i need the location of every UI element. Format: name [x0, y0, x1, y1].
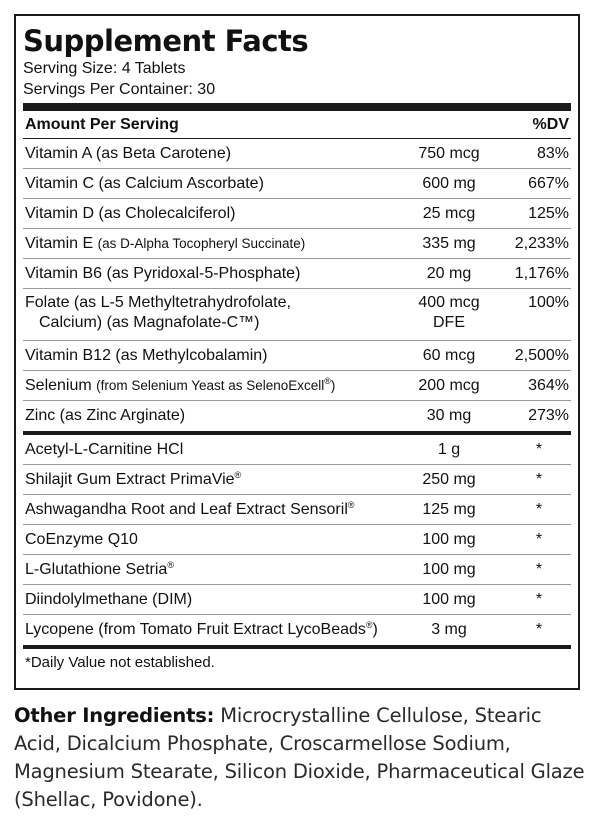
- nutrient-row-vitamin-a: [23, 139, 571, 169]
- ingredient-name-text: L-Glutathione Setria: [25, 560, 168, 578]
- ingredient-amount: 100 mg: [422, 530, 476, 548]
- nutrient-amount: 750 mcg: [418, 144, 480, 162]
- ingredient-dv: [497, 470, 571, 490]
- nutrient-name: Vitamin B6 (as Pyridoxal-5-Phosphate): [25, 264, 301, 282]
- nutrient-name: Vitamin A (as Beta Carotene): [25, 144, 232, 162]
- thick-divider: [23, 103, 571, 111]
- ingredient-row-ashwagandha: [23, 495, 571, 525]
- dv-asterisk: *: [535, 621, 543, 638]
- nutrient-amount-line2: DFE: [433, 314, 465, 331]
- ingredient-row-coenzyme-q10: [23, 525, 571, 555]
- registered-mark: ®: [347, 499, 355, 510]
- nutrient-amount: 30 mg: [426, 407, 472, 424]
- ingredient-amount: 250 mg: [422, 470, 476, 488]
- other-ingredients-label: Other Ingredients:: [14, 704, 215, 727]
- nutrient-dv: 667%: [528, 174, 569, 192]
- other-ingredients-text: Microcrystalline Cellulose, Stearic Acid, Dicalcium Phosphate, Croscarmellose Sodium, Magnesium Stearate, Silicon Dioxide, Pharmaceutical Glaze (Shellac, Povidone).: [14, 704, 585, 811]
- nutrient-name-source: [96, 375, 336, 393]
- nutrient-name: [23, 234, 401, 254]
- nutrient-row-vitamin-b12: [23, 341, 571, 371]
- nutrient-amount: 600 mg: [422, 174, 476, 192]
- dv-asterisk: *: [535, 530, 543, 548]
- dv-asterisk: *: [535, 470, 543, 488]
- ingredient-dv: [497, 440, 571, 460]
- nutrient-name: Vitamin D (as Cholecalciferol): [25, 204, 236, 222]
- nutrient-name: [23, 293, 401, 333]
- nutrient-name-line1: Folate (as L-5 Methyltetrahydrofolate,: [25, 294, 291, 311]
- ingredient-name-text: Acetyl-L-Carnitine HCl: [25, 440, 184, 458]
- nutrient-name-main: Selenium: [25, 376, 92, 394]
- ingredient-dv: [497, 590, 571, 610]
- nutrient-amount-line1: 400 mcg: [418, 294, 480, 311]
- ingredient-name-text: Shilajit Gum Extract PrimaVie: [25, 470, 235, 488]
- nutrient-amount: 335 mg: [422, 234, 476, 252]
- ingredient-row-shilajit: [23, 465, 571, 495]
- ingredient-name-text: Lycopene (from Tomato Fruit Extract LycoBeads: [25, 621, 366, 638]
- nutrient-row-selenium: [23, 371, 571, 401]
- serving-size: Serving Size: 4 Tablets: [23, 60, 186, 77]
- amount-per-serving-header: Amount Per Serving: [25, 115, 179, 133]
- nutrient-dv: 364%: [528, 376, 569, 394]
- ingredient-name: [23, 560, 401, 580]
- servings-per-container: Servings Per Container: 30: [23, 81, 216, 98]
- supplement-facts-panel: [14, 14, 580, 690]
- nutrient-name-source-text: (from Selenium Yeast as SelenoExcell: [96, 377, 325, 393]
- nutrient-name: Vitamin B12 (as Methylcobalamin): [25, 346, 268, 364]
- dv-asterisk: *: [535, 440, 543, 458]
- nutrient-dv: 125%: [528, 204, 569, 222]
- ingredient-name: [23, 470, 401, 490]
- daily-value-footnote: *Daily Value not established.: [25, 654, 215, 671]
- nutrient-row-vitamin-e: [23, 229, 571, 259]
- registered-mark: ®: [324, 375, 331, 386]
- ingredient-amount: 125 mg: [422, 500, 476, 518]
- ingredient-dv: [497, 560, 571, 580]
- nutrient-dv: 273%: [528, 407, 569, 424]
- dv-asterisk: *: [535, 590, 543, 608]
- nutrient-amount: 200 mcg: [418, 376, 480, 394]
- dv-asterisk: *: [535, 500, 543, 518]
- nutrient-amount: 60 mcg: [422, 346, 476, 364]
- ingredient-dv: [497, 530, 571, 550]
- nutrient-name: Vitamin C (as Calcium Ascorbate): [25, 174, 264, 192]
- nutrient-amount: [401, 293, 497, 333]
- ingredient-dv: [497, 620, 571, 640]
- table-header: [23, 111, 571, 139]
- nutrient-dv: 100%: [528, 294, 569, 311]
- nutrient-name-source: (as D-Alpha Tocopheryl Succinate): [97, 235, 306, 251]
- nutrient-dv: 2,500%: [514, 346, 569, 364]
- ingredient-row-glutathione: [23, 555, 571, 585]
- ingredient-name-text: Diindolylmethane (DIM): [25, 590, 193, 608]
- ingredient-amount: 100 mg: [422, 590, 476, 608]
- nutrient-amount: 20 mg: [426, 264, 472, 282]
- nutrient-row-zinc: [23, 401, 571, 431]
- nutrient-name-close: ): [330, 377, 336, 393]
- other-ingredients: [14, 702, 594, 814]
- ingredient-row-dim: [23, 585, 571, 615]
- ingredient-name-text: Ashwagandha Root and Leaf Extract Sensoril: [25, 500, 348, 518]
- ingredient-dv: [497, 500, 571, 520]
- nutrient-name: [23, 376, 401, 396]
- ingredient-name-text: CoEnzyme Q10: [25, 530, 138, 548]
- ingredient-amount: 1 g: [437, 440, 461, 458]
- nutrient-name: Zinc (as Zinc Arginate): [25, 407, 186, 424]
- nutrient-dv: 2,233%: [514, 234, 569, 252]
- nutrient-dv: 83%: [536, 144, 569, 162]
- dv-header: %DV: [532, 115, 569, 133]
- nutrient-row-folate: [23, 289, 571, 341]
- nutrient-row-vitamin-c: [23, 169, 571, 199]
- ingredient-name: [23, 530, 401, 550]
- ingredient-row-lycopene: [23, 615, 571, 645]
- ingredient-row-acetyl-l-carnitine: [23, 435, 571, 465]
- ingredient-name: [23, 620, 401, 640]
- registered-mark: ®: [365, 620, 373, 630]
- ingredient-name-close: ): [372, 621, 378, 638]
- dv-asterisk: *: [535, 560, 543, 578]
- registered-mark: ®: [167, 559, 174, 570]
- ingredient-amount: 3 mg: [431, 621, 467, 638]
- panel-title: Supplement Facts: [23, 24, 309, 58]
- ingredient-name: [23, 500, 401, 520]
- nutrient-amount: 25 mcg: [422, 204, 476, 222]
- nutrient-dv: 1,176%: [514, 264, 569, 282]
- nutrient-row-vitamin-d: [23, 199, 571, 229]
- nutrient-row-vitamin-b6: [23, 259, 571, 289]
- ingredient-name: [23, 590, 401, 610]
- nutrient-name-main: Vitamin E: [25, 234, 94, 252]
- registered-mark: ®: [234, 469, 242, 480]
- nutrient-name-line2: Calcium) (as Magnafolate-C™): [39, 314, 260, 331]
- ingredient-name: [23, 440, 401, 460]
- ingredient-amount: 100 mg: [422, 560, 476, 578]
